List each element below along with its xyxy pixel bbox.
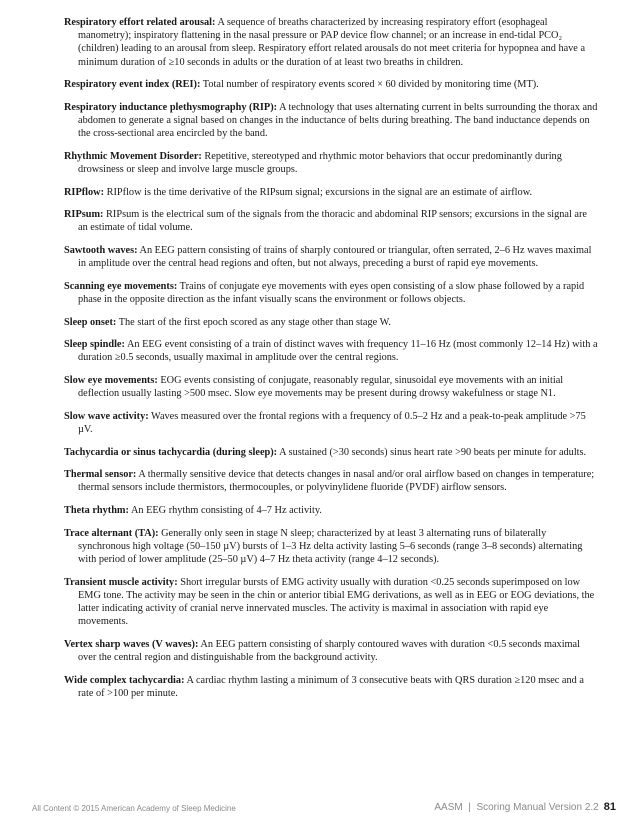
glossary-entry bbox=[64, 101, 598, 141]
glossary-definition: Generally only seen in stage N sleep; characterized by at least 3 alternating runs of bilaterally synchronous high voltage (50–150 µV) bursts of 1–3 Hz delta activity lasting 5–6 seconds (range 3–8 seconds) alternating with period of lower amplitude (25–50 µV) 4–7 Hz theta activity (range 4–12 seconds). bbox=[78, 527, 583, 565]
glossary-term: Rhythmic Movement Disorder: bbox=[64, 150, 202, 162]
glossary-term: Slow wave activity: bbox=[64, 410, 149, 422]
glossary-entry bbox=[64, 674, 598, 700]
glossary-entry bbox=[64, 410, 598, 436]
manual-title: AASM | Scoring Manual Version 2.2 bbox=[434, 802, 599, 813]
copyright-notice: All Content © 2015 American Academy of Sleep Medicine bbox=[32, 804, 236, 813]
glossary-entry bbox=[64, 527, 598, 567]
glossary-entry bbox=[64, 638, 598, 664]
glossary-term: Sleep spindle: bbox=[64, 339, 125, 351]
footer-right-group bbox=[434, 801, 616, 813]
page-footer bbox=[32, 801, 616, 817]
glossary-term: Sawtooth waves: bbox=[64, 244, 138, 256]
glossary-definition: A sustained (>30 seconds) sinus heart rate >90 beats per minute for adults. bbox=[277, 446, 587, 458]
page-number: 81 bbox=[603, 801, 616, 813]
glossary-definition: Waves measured over the frontal regions with a frequency of 0.5–2 Hz and a peak-to-peak amplitude >75 µV. bbox=[78, 410, 586, 435]
glossary-definition: A technology that uses alternating current in belts surrounding the thorax and abdomen to generate a signal based on changes in the inductance of belts during breathing. The band inductance depends on the cross-sectional area encircled by the band. bbox=[78, 101, 598, 140]
glossary-term: Tachycardia or sinus tachycardia (during sleep): bbox=[64, 446, 278, 458]
glossary-entry bbox=[64, 576, 598, 629]
glossary-definition: A thermally sensitive device that detects changes in nasal and/or oral airflow based on changes in temperature; thermal sensors include thermistors, thermocouples, or polyvinylidene fluoride (PVDF) airflow sensors. bbox=[78, 469, 595, 494]
glossary-definition: A cardiac rhythm lasting a minimum of 3 consecutive beats with QRS duration ≥120 msec and a rate of >100 per minute. bbox=[78, 674, 584, 699]
glossary-term: Transient muscle activity: bbox=[64, 576, 178, 588]
glossary-definition: Total number of respiratory events scored × 60 divided by monitoring time (MT). bbox=[200, 79, 539, 91]
glossary-definition: A sequence of breaths characterized by increasing respiratory effort (esophageal manometry); inspiratory flattening in the nasal pressure or PAP device flow channel; or an increase in end-tidal PCO₂ (children) leading to an arousal from sleep. Respiratory effort related arousals do not meet criteria for hypopnea and have a minimum duration of ≥10 seconds in adults or the duration of at least two breaths in children. bbox=[78, 17, 586, 68]
glossary-term: Scanning eye movements: bbox=[64, 280, 178, 292]
glossary-definition: RIPsum is the electrical sum of the signals from the thoracic and abdominal RIP sensors; excursions in the signal are an estimate of tidal volume. bbox=[78, 209, 587, 234]
glossary-term: Trace alternant (TA): bbox=[64, 527, 159, 539]
glossary-term: RIPflow: bbox=[64, 186, 105, 198]
glossary-term: Respiratory event index (REI): bbox=[64, 79, 201, 91]
glossary-body bbox=[64, 16, 598, 709]
glossary-entry bbox=[64, 468, 598, 494]
glossary-definition: Short irregular bursts of EMG activity usually with duration <0.25 seconds superimposed on low EMG tone. The activity may be seen in the chin or anterior tibial EMG derivations, as well as in EEG or EOG deviations, the latter indicating activity of cranial nerve innervated muscles. The activity is maximal in association with rapid eye movements. bbox=[78, 576, 595, 628]
glossary-entry bbox=[64, 280, 598, 306]
glossary-term: Thermal sensor: bbox=[64, 469, 137, 481]
glossary-entry bbox=[64, 504, 598, 517]
glossary-term: Theta rhythm: bbox=[64, 504, 129, 516]
glossary-definition: An EEG pattern consisting of trains of sharply contoured or triangular, often serrated, 2–6 Hz waves maximal in amplitude over the central head regions and often, but not always, preceding a burst of rapid eye movements. bbox=[78, 244, 592, 270]
glossary-entry bbox=[64, 244, 598, 270]
glossary-term: Slow eye movements: bbox=[64, 374, 158, 386]
glossary-entry bbox=[64, 16, 598, 69]
glossary-entry bbox=[64, 316, 598, 329]
glossary-entry bbox=[64, 374, 598, 400]
glossary-entry bbox=[64, 78, 598, 91]
glossary-term: Wide complex tachycardia: bbox=[64, 674, 185, 686]
glossary-term: Respiratory effort related arousal: bbox=[64, 17, 216, 28]
glossary-entry bbox=[64, 150, 598, 176]
glossary-term: Vertex sharp waves (V waves): bbox=[64, 638, 199, 650]
glossary-term: Sleep onset: bbox=[64, 316, 117, 328]
glossary-definition: Repetitive, stereotyped and rhythmic motor behaviors that occur predominantly during drowsiness or sleep and involve large muscle groups. bbox=[78, 150, 562, 175]
glossary-term: Respiratory inductance plethysmography (RIP): bbox=[64, 101, 278, 113]
glossary-definition: Trains of conjugate eye movements with eyes open consisting of a slow phase followed by a rapid phase in the opposite direction as the infant visually scans the environment or follows objects. bbox=[78, 280, 585, 305]
glossary-entry bbox=[64, 208, 598, 234]
glossary-entry bbox=[64, 338, 598, 364]
glossary-entry bbox=[64, 446, 598, 459]
glossary-definition: An EEG pattern consisting of sharply contoured waves with duration <0.5 seconds maximal over the central region and distinguishable from the background activity. bbox=[78, 638, 580, 663]
glossary-definition: An EEG rhythm consisting of 4–7 Hz activity. bbox=[128, 504, 322, 516]
glossary-definition: RIPflow is the time derivative of the RIPsum signal; excursions in the signal are an estimate of airflow. bbox=[104, 186, 533, 198]
glossary-definition: EOG events consisting of conjugate, reasonably regular, sinusoidal eye movements with an initial deflection usually lasting >500 msec. Slow eye movements may be present during drowsy wakefulness or stage N1. bbox=[78, 374, 564, 400]
glossary-entry bbox=[64, 186, 598, 199]
glossary-definition: The start of the first epoch scored as any stage other than stage W. bbox=[116, 316, 391, 328]
glossary-definition: An EEG event consisting of a train of distinct waves with frequency 11–16 Hz (most commonly 12–14 Hz) with a duration ≥0.5 seconds, usually maximal in amplitude over the central regions. bbox=[78, 339, 598, 364]
glossary-term: RIPsum: bbox=[64, 209, 104, 221]
